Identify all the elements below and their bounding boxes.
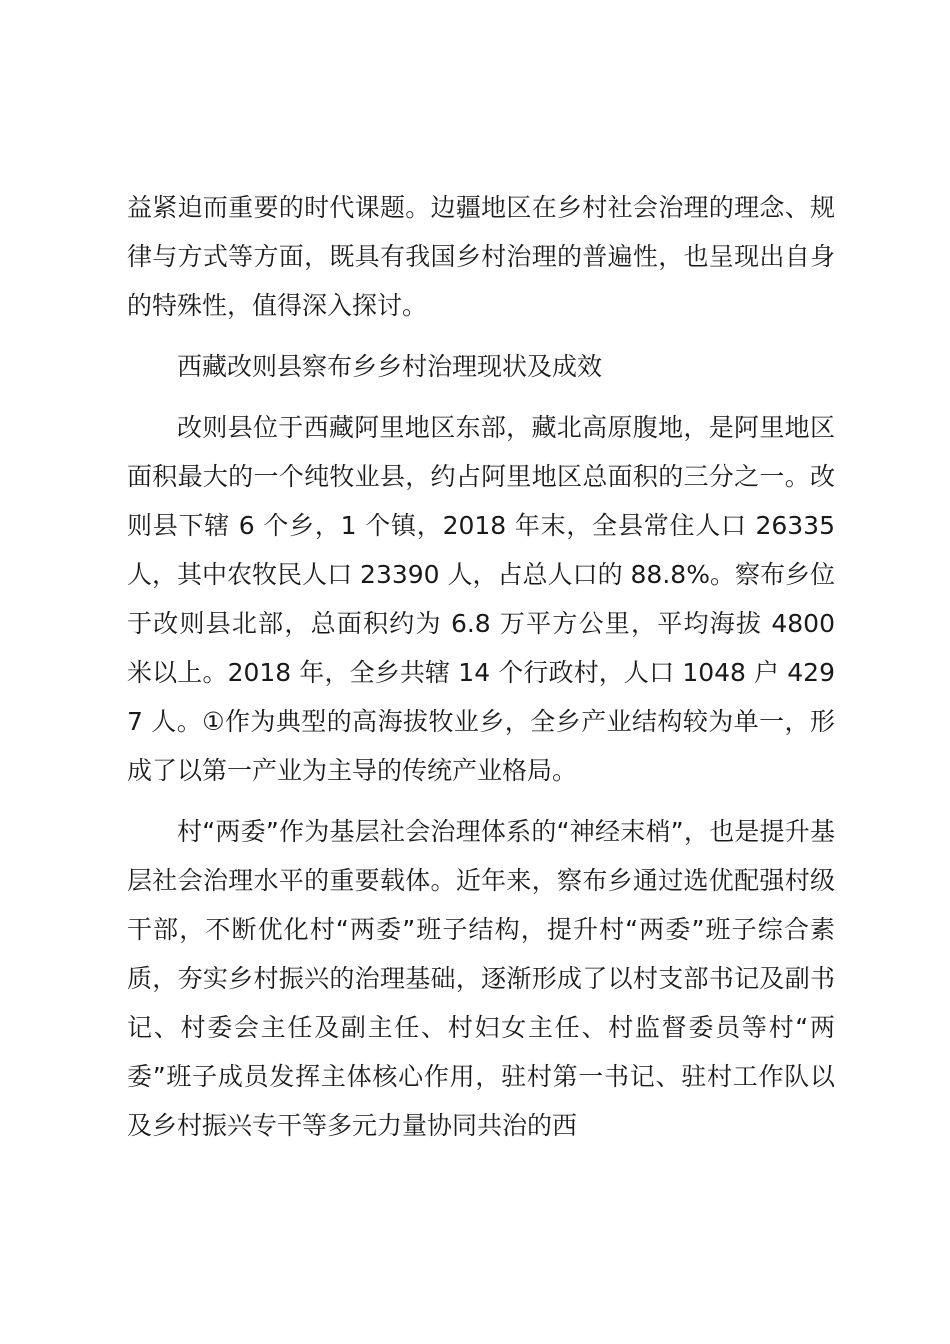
paragraph-village-committees: 村“两委”作为基层社会治理体系的“神经末梢”，也是提升基层社会治理水平的重要载体。近年来，察布乡通过选优配强村级干部，不断优化村“两委”班子结构，提升村“两委”班子综合素质，夯实乡村振兴的治理基础，逐渐形成了以村支部书记及副书记、村委会主任及副主任、村妇女主任、村监督委员等村“两委”班子成员发挥主体核心作用，驻村第一书记、驻村工作队以及乡村振兴专干等多元力量协同共治的西 [127, 817, 835, 1140]
paragraph-county-overview: 改则县位于西藏阿里地区东部，藏北高原腹地，是阿里地区面积最大的一个纯牧业县，约占阿里地区总面积的三分之一。改则县下辖 6 个乡，1 个镇，2018 年末，全县常住人口 26335 人，其中农牧民人口 23390 人，占总人口的 88.8%。察布乡位于改则县北部，总面积约为 6.8 万平方公里，平均海拔 4800 米以上。2018 年，全乡共辖 14 个行政村，人口 1048 户 4297 人。①作为典型的高海拔牧业乡，全乡产业结构较为单一，形成了以第一产业为主导的传统产业格局。 [127, 413, 835, 785]
section-heading: 西藏改则县察布乡乡村治理现状及成效 [177, 352, 603, 381]
document-body [127, 183, 835, 1162]
paragraph-continuation: 益紧迫而重要的时代课题。边疆地区在乡村社会治理的理念、规律与方式等方面，既具有我国乡村治理的普遍性，也呈现出自身的特殊性，值得深入探讨。 [127, 193, 835, 320]
